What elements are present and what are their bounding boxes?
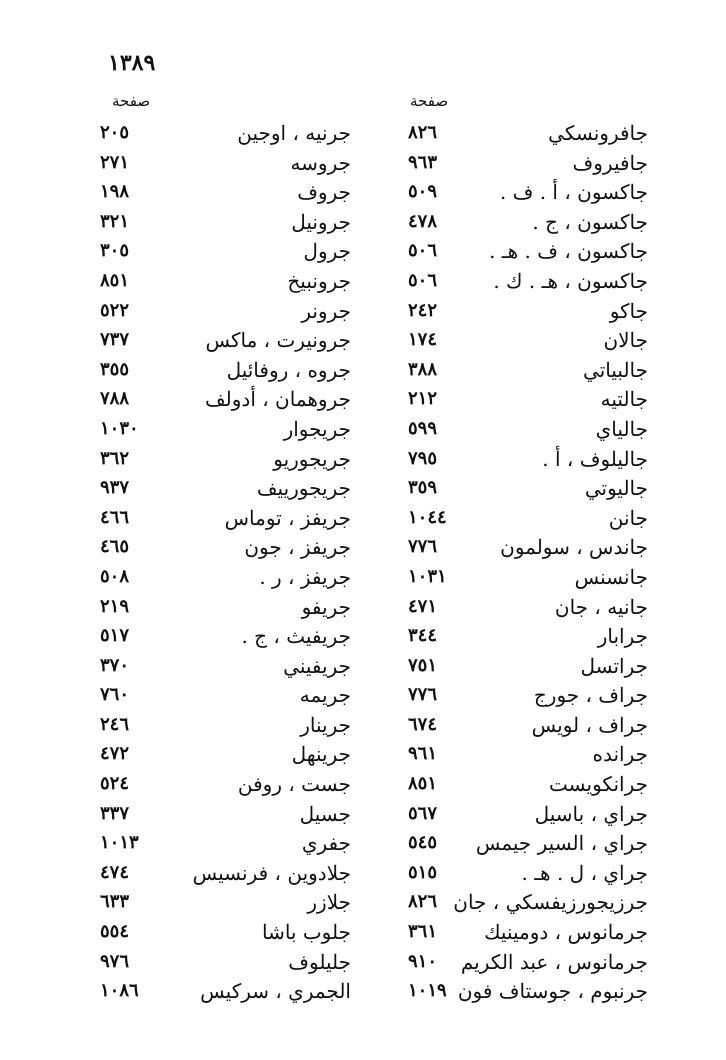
left-entry-page: ٢٧١ xyxy=(100,151,130,173)
left-entry-name: جرونيرت ، ماكس xyxy=(205,328,351,353)
left-entry-name: جروسه xyxy=(290,150,351,175)
right-entry-page: ١٧٤ xyxy=(408,329,438,351)
right-entry-page: ١٠٣١ xyxy=(408,565,447,587)
left-entry-page: ٧٨٨ xyxy=(100,388,130,410)
right-entry-page: ٥٠٦ xyxy=(408,240,438,262)
left-entry-name: جرونيل xyxy=(291,209,351,234)
left-entry-page: ٣٠٥ xyxy=(100,240,130,262)
index-row xyxy=(0,208,726,238)
index-row xyxy=(0,859,726,889)
left-entry-name: جفري xyxy=(301,831,351,856)
right-entry-name: جاكسون ، هـ . ك . xyxy=(493,268,648,293)
index-row xyxy=(0,977,726,1007)
left-entry-page: ٣٢١ xyxy=(100,210,130,232)
left-entry-name: جريجوار xyxy=(283,416,351,441)
index-row xyxy=(0,445,726,475)
right-entry-name: جراتسل xyxy=(580,653,648,678)
left-entry-name: جرونبيخ xyxy=(287,268,351,293)
right-entry-page: ٩٦١ xyxy=(408,743,438,765)
index-row xyxy=(0,385,726,415)
right-entry-name: جانسنس xyxy=(574,564,648,589)
left-entry-page: ٥٠٨ xyxy=(100,565,130,587)
right-entry-page: ٧٧٦ xyxy=(408,684,438,706)
right-entry-page: ٥٦٧ xyxy=(408,802,438,824)
right-entry-name: جرابار xyxy=(597,624,648,649)
left-entry-name: جرينهل xyxy=(291,742,351,767)
left-entry-page: ٢٠٥ xyxy=(100,122,130,143)
left-entry-page: ١٩٨ xyxy=(100,181,130,203)
index-row xyxy=(0,918,726,948)
right-entry-name: جرانكويست xyxy=(549,772,648,797)
index-row xyxy=(0,593,726,623)
left-entry-page: ٣٦٢ xyxy=(100,447,130,469)
right-entry-name: جالبياتي xyxy=(583,357,648,382)
index-rows xyxy=(0,119,726,1007)
right-entry-name: جالياي xyxy=(595,416,648,441)
index-row xyxy=(0,356,726,386)
right-entry-page: ٥٠٩ xyxy=(408,181,438,203)
index-row xyxy=(0,563,726,593)
left-entry-name: جروف xyxy=(297,180,351,205)
right-entry-name: جانيه ، جان xyxy=(554,594,648,619)
right-entry-page: ٨٥١ xyxy=(408,773,438,795)
left-entry-page: ٤٦٦ xyxy=(100,506,130,528)
right-entry-page: ٦٧٤ xyxy=(408,713,438,735)
right-entry-page: ٤٧٨ xyxy=(408,210,438,232)
left-entry-page: ٣٧٠ xyxy=(100,654,130,676)
page-number: ١٣٨٩ xyxy=(108,50,156,76)
left-entry-name: جريفز ، ر . xyxy=(259,564,351,589)
left-entry-page: ٥٢٤ xyxy=(100,773,130,795)
index-row xyxy=(0,178,726,208)
right-entry-name: جراي ، ل . هـ . xyxy=(521,860,648,885)
right-entry-name: جالان xyxy=(603,328,648,353)
left-entry-name: جسيل xyxy=(299,801,351,826)
left-entry-page: ٦٣٣ xyxy=(100,891,130,913)
right-entry-name: جافرونسكي xyxy=(548,121,648,145)
right-entry-name: جاليلوف ، أ . xyxy=(542,446,648,471)
index-row xyxy=(0,740,726,770)
right-entry-page: ٩١٠ xyxy=(408,950,438,972)
left-entry-page: ١٠٨٦ xyxy=(100,980,139,1002)
index-row xyxy=(0,652,726,682)
left-entry-name: جروه ، روفائيل xyxy=(226,357,351,382)
right-entry-page: ٣٦١ xyxy=(408,921,438,943)
index-row xyxy=(0,770,726,800)
right-entry-page: ٨٢٦ xyxy=(408,122,438,143)
right-entry-page: ٧٧٦ xyxy=(408,536,438,558)
right-entry-name: جافيروف xyxy=(572,150,648,175)
right-entry-page: ١٠١٩ xyxy=(408,980,447,1002)
left-entry-name: جرينار xyxy=(300,712,351,737)
right-entry-page: ٣٤٤ xyxy=(408,625,438,647)
left-column-header: صفحة xyxy=(112,92,151,110)
left-entry-page: ٤٦٥ xyxy=(100,536,130,558)
left-entry-page: ٨٥١ xyxy=(100,269,130,291)
right-entry-name: جاكسون ، ج . xyxy=(532,209,648,234)
left-entry-page: ١٠٣٠ xyxy=(100,417,139,439)
right-entry-page: ٥٩٩ xyxy=(408,417,438,439)
left-entry-name: جريفيث ، ج . xyxy=(241,624,351,649)
index-row xyxy=(0,119,726,149)
left-entry-page: ٧٦٠ xyxy=(100,684,130,706)
right-entry-page: ٢١٢ xyxy=(408,388,438,410)
left-entry-page: ٤٧٤ xyxy=(100,861,130,883)
left-entry-name: جرونر xyxy=(301,298,351,323)
right-entry-name: جرنبوم ، جوستاف فون xyxy=(457,979,648,1004)
left-entry-page: ٥٥٤ xyxy=(100,921,130,943)
index-row xyxy=(0,829,726,859)
index-row xyxy=(0,622,726,652)
index-row xyxy=(0,237,726,267)
left-entry-name: جريجوريو xyxy=(273,446,351,471)
index-row xyxy=(0,297,726,327)
right-entry-name: جانن xyxy=(608,505,648,530)
left-entry-page: ٧٣٧ xyxy=(100,329,130,351)
right-entry-name: جراي ، السير جيمس xyxy=(475,831,648,856)
left-entry-page: ٥٢٢ xyxy=(100,299,130,321)
index-row xyxy=(0,149,726,179)
left-entry-name: جلادوين ، فرنسيس xyxy=(192,860,351,885)
left-entry-name: جريجورييف xyxy=(256,476,351,501)
index-row xyxy=(0,267,726,297)
right-entry-page: ٢٤٢ xyxy=(408,299,438,321)
index-row xyxy=(0,415,726,445)
right-entry-name: جالتيه xyxy=(600,387,648,412)
index-row xyxy=(0,474,726,504)
right-entry-page: ٥٤٥ xyxy=(408,832,438,854)
left-entry-name: جلازر xyxy=(307,890,351,915)
left-entry-page: ٢٤٦ xyxy=(100,713,130,735)
right-entry-name: جاكسون ، ف . هـ . xyxy=(489,239,648,264)
right-entry-page: ٧٥١ xyxy=(408,654,438,676)
right-entry-page: ٤٧١ xyxy=(408,595,438,617)
left-entry-page: ٥١٧ xyxy=(100,625,130,647)
index-row xyxy=(0,800,726,830)
right-entry-name: جاندس ، سولمون xyxy=(500,535,648,560)
right-entry-name: جرمانوس ، عبد الكريم xyxy=(460,949,648,974)
index-row xyxy=(0,888,726,918)
right-entry-name: جراي ، باسيل xyxy=(534,801,648,826)
left-entry-page: ٤٧٢ xyxy=(100,743,130,765)
right-entry-page: ٥١٥ xyxy=(408,861,438,883)
right-entry-page: ٥٠٦ xyxy=(408,269,438,291)
right-entry-page: ٨٢٦ xyxy=(408,891,438,913)
right-entry-page: ١٠٤٤ xyxy=(408,506,447,528)
right-entry-name: جرزيجورزيفسكي ، جان xyxy=(453,890,648,915)
index-row xyxy=(0,326,726,356)
left-entry-page: ٣٥٥ xyxy=(100,358,130,380)
right-entry-name: جراف ، لويس xyxy=(531,712,648,737)
index-row xyxy=(0,504,726,534)
left-entry-name: جست ، روفن xyxy=(237,772,351,797)
index-row xyxy=(0,711,726,741)
left-entry-page: ١٠١٣ xyxy=(100,832,139,854)
left-entry-name: جريفز ، جون xyxy=(244,535,351,560)
left-entry-name: جريمه xyxy=(299,683,351,708)
left-entry-name: الجمري ، سركيس xyxy=(200,979,351,1004)
left-entry-name: جليلوف xyxy=(288,949,351,974)
index-row xyxy=(0,681,726,711)
left-entry-page: ٣٣٧ xyxy=(100,802,130,824)
left-entry-name: جروهمان ، أدولف xyxy=(204,387,351,412)
left-entry-name: جرول xyxy=(303,239,351,264)
right-entry-name: جاليوتي xyxy=(584,476,648,501)
right-entry-page: ٩٦٣ xyxy=(408,151,438,173)
right-entry-name: جاكسون ، أ . ف . xyxy=(499,180,648,205)
right-entry-name: جرانده xyxy=(592,742,648,767)
left-entry-page: ٢١٩ xyxy=(100,595,130,617)
right-entry-name: جرمانوس ، دومينيك xyxy=(484,920,648,945)
right-entry-page: ٣٥٩ xyxy=(408,477,438,499)
right-entry-page: ٧٩٥ xyxy=(408,447,438,469)
left-entry-name: جريفيني xyxy=(283,653,351,678)
index-row xyxy=(0,533,726,563)
right-entry-page: ٣٨٨ xyxy=(408,358,438,380)
right-column-header: صفحة xyxy=(410,92,449,110)
index-row xyxy=(0,948,726,978)
left-entry-name: جريفز ، توماس xyxy=(224,505,351,530)
left-entry-page: ٩٧٦ xyxy=(100,950,130,972)
left-entry-name: جريفو xyxy=(301,594,351,619)
left-entry-name: جلوب باشا xyxy=(261,920,351,945)
right-entry-name: جاكو xyxy=(609,298,648,323)
right-entry-name: جراف ، جورج xyxy=(533,683,648,708)
left-entry-page: ٩٣٧ xyxy=(100,477,130,499)
left-entry-name: جرنيه ، اوجين xyxy=(237,121,351,145)
